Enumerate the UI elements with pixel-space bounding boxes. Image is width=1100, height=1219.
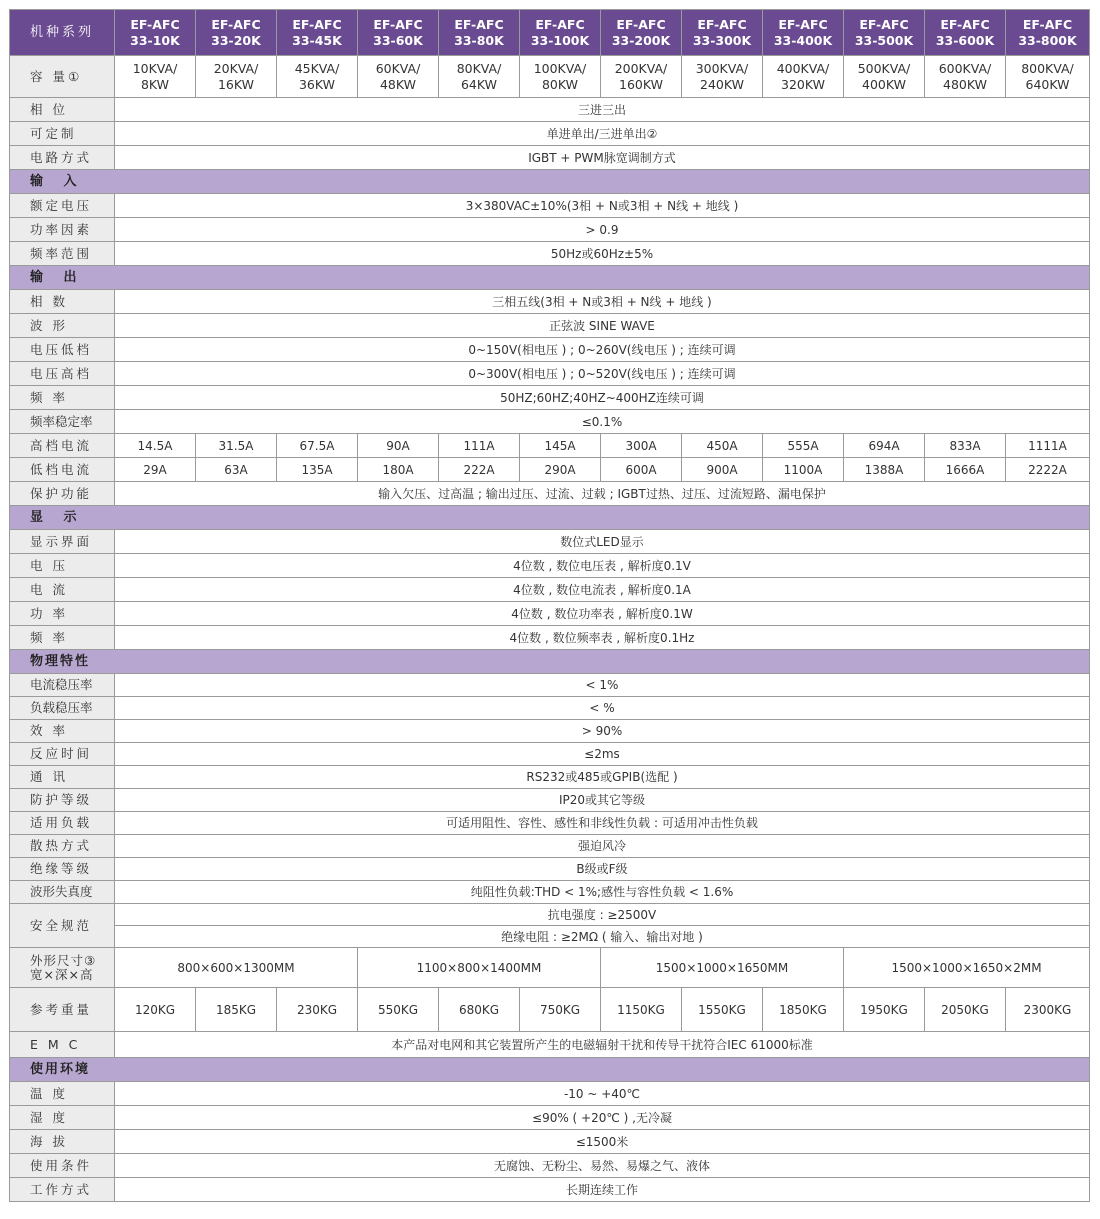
row-value: 抗电强度 : ≥2500V [115,904,1090,926]
table-row [10,530,1090,554]
row-label: 高档电流 [10,434,115,458]
row-label: 电流稳压率 [10,674,115,697]
weight-value: 2050KG [925,988,1006,1032]
row-label: 电压高档 [10,362,115,386]
row-label: 防护等级 [10,789,115,812]
table-row [10,766,1090,789]
weight-value: 185KG [196,988,277,1032]
high-current-row [10,434,1090,458]
row-value: 4位数 , 数位功率表 , 解析度0.1W [115,602,1090,626]
model-name: EF-AFC 33-800K [1006,10,1090,56]
row-label: 额定电压 [10,194,115,218]
table-row [10,122,1090,146]
low-current-row [10,458,1090,482]
model-name: EF-AFC 33-80K [439,10,520,56]
row-value: -10 ~ +40℃ [115,1082,1090,1106]
table-row [10,789,1090,812]
row-label: 显示界面 [10,530,115,554]
table-row [10,1106,1090,1130]
row-label: 电路方式 [10,146,115,170]
model-name: EF-AFC 33-300K [682,10,763,56]
row-value: 绝缘电阻 : ≥2MΩ ( 输入、输出对地 ) [115,926,1090,948]
section-title: 使用环境 [10,1058,1090,1082]
row-label: 频率稳定率 [10,410,115,434]
capacity-value: 100KVA/ 80KW [520,56,601,98]
row-label: 湿 度 [10,1106,115,1130]
current-value: 900A [682,458,763,482]
current-value: 90A [358,434,439,458]
capacity-value: 500KVA/ 400KW [844,56,925,98]
weight-value: 1850KG [763,988,844,1032]
row-value: 单进单出/三进单出② [115,122,1090,146]
weight-value: 120KG [115,988,196,1032]
row-label: 波 形 [10,314,115,338]
section-header [10,266,1090,290]
model-name: EF-AFC 33-100K [520,10,601,56]
table-row [10,410,1090,434]
current-value: 694A [844,434,925,458]
row-label: 波形失真度 [10,881,115,904]
current-value: 450A [682,434,763,458]
table-row [10,812,1090,835]
row-label: 绝缘等级 [10,858,115,881]
dimension-value: 1500×1000×1650MM [601,948,844,988]
row-label: 外形尺寸③ 宽×深×高 [10,948,115,988]
table-row [10,146,1090,170]
current-value: 31.5A [196,434,277,458]
row-label: 电压低档 [10,338,115,362]
model-name: EF-AFC 33-10K [115,10,196,56]
table-row [10,290,1090,314]
row-label: 反应时间 [10,743,115,766]
row-label: 机种系列 [10,10,115,56]
model-name: EF-AFC 33-45K [277,10,358,56]
capacity-value: 10KVA/ 8KW [115,56,196,98]
row-value: 纯阻性负载:THD < 1%;感性与容性负载 < 1.6% [115,881,1090,904]
dimension-value: 1500×1000×1650×2MM [844,948,1090,988]
row-value: 三相五线(3相 + N或3相 + N线 + 地线 ) [115,290,1090,314]
section-title: 输 出 [10,266,1090,290]
weight-value: 230KG [277,988,358,1032]
row-label: 容 量① [10,56,115,98]
current-value: 1666A [925,458,1006,482]
table-row [10,242,1090,266]
spec-table [9,9,1090,1202]
current-value: 180A [358,458,439,482]
row-value: ≤1500米 [115,1130,1090,1154]
table-row [10,1082,1090,1106]
weight-value: 750KG [520,988,601,1032]
table-row [10,554,1090,578]
table-row [10,881,1090,904]
row-value: < 1% [115,674,1090,697]
current-value: 145A [520,434,601,458]
table-row [10,314,1090,338]
current-value: 300A [601,434,682,458]
row-value: 0~150V(相电压 ) ; 0~260V(线电压 ) ; 连续可调 [115,338,1090,362]
row-label: E M C [10,1032,115,1058]
row-label: 通 讯 [10,766,115,789]
row-value: ≤0.1% [115,410,1090,434]
row-label: 频率范围 [10,242,115,266]
section-header [10,1058,1090,1082]
current-value: 2222A [1006,458,1090,482]
row-value: 50HZ;60HZ;40HZ~400HZ连续可调 [115,386,1090,410]
current-value: 222A [439,458,520,482]
weight-value: 1550KG [682,988,763,1032]
weight-value: 550KG [358,988,439,1032]
table-row [10,362,1090,386]
row-label: 适用负载 [10,812,115,835]
capacity-value: 80KVA/ 64KW [439,56,520,98]
table-row [10,218,1090,242]
row-label: 电 流 [10,578,115,602]
model-name: EF-AFC 33-60K [358,10,439,56]
table-row [10,386,1090,410]
row-label: 频 率 [10,386,115,410]
table-row [10,835,1090,858]
table-row [10,482,1090,506]
table-row [10,194,1090,218]
current-value: 290A [520,458,601,482]
table-row [10,743,1090,766]
table-row [10,1130,1090,1154]
row-label: 散热方式 [10,835,115,858]
row-value: 长期连续工作 [115,1178,1090,1202]
header-row [10,10,1090,56]
capacity-value: 300KVA/ 240KW [682,56,763,98]
table-row [10,1178,1090,1202]
table-row [10,98,1090,122]
capacity-value: 600KVA/ 480KW [925,56,1006,98]
row-value: 输入欠压、过高温 ; 输出过压、过流、过载 ; IGBT过热、过压、过流短路、漏电保护 [115,482,1090,506]
row-value: 数位式LED显示 [115,530,1090,554]
current-value: 600A [601,458,682,482]
section-title: 显 示 [10,506,1090,530]
row-value: 正弦波 SINE WAVE [115,314,1090,338]
dimension-value: 800×600×1300MM [115,948,358,988]
table-row [10,720,1090,743]
current-value: 1388A [844,458,925,482]
emc-row [10,1032,1090,1058]
current-value: 67.5A [277,434,358,458]
row-label: 参考重量 [10,988,115,1032]
safety-row-1 [10,904,1090,926]
current-value: 555A [763,434,844,458]
row-label: 相 数 [10,290,115,314]
row-label: 工作方式 [10,1178,115,1202]
section-header [10,170,1090,194]
weight-value: 1950KG [844,988,925,1032]
row-value: 无腐蚀、无粉尘、易然、易爆之气、液体 [115,1154,1090,1178]
row-value: 可适用阻性、容性、感性和非线性负载 : 可适用冲击性负载 [115,812,1090,835]
section-header [10,506,1090,530]
section-header [10,650,1090,674]
row-label: 保护功能 [10,482,115,506]
row-label: 使用条件 [10,1154,115,1178]
current-value: 63A [196,458,277,482]
row-value: 0~300V(相电压 ) ; 0~520V(线电压 ) ; 连续可调 [115,362,1090,386]
row-value: 4位数 , 数位频率表 , 解析度0.1Hz [115,626,1090,650]
row-label: 可定制 [10,122,115,146]
row-label: 相 位 [10,98,115,122]
current-value: 135A [277,458,358,482]
table-row [10,578,1090,602]
row-value: 50Hz或60Hz±5% [115,242,1090,266]
row-value: 3×380VAC±10%(3相 + N或3相 + N线 + 地线 ) [115,194,1090,218]
row-label: 效 率 [10,720,115,743]
current-value: 1111A [1006,434,1090,458]
model-name: EF-AFC 33-600K [925,10,1006,56]
capacity-value: 60KVA/ 48KW [358,56,439,98]
table-row [10,674,1090,697]
row-label: 低档电流 [10,458,115,482]
table-row [10,602,1090,626]
weight-value: 680KG [439,988,520,1032]
current-value: 1100A [763,458,844,482]
row-label: 温 度 [10,1082,115,1106]
row-value: 4位数 , 数位电流表 , 解析度0.1A [115,578,1090,602]
model-name: EF-AFC 33-400K [763,10,844,56]
row-label: 安全规范 [10,904,115,948]
weight-value: 1150KG [601,988,682,1032]
current-value: 833A [925,434,1006,458]
weight-row [10,988,1090,1032]
row-label: 电 压 [10,554,115,578]
row-value: < % [115,697,1090,720]
row-value: IP20或其它等级 [115,789,1090,812]
capacity-row [10,56,1090,98]
row-label: 功 率 [10,602,115,626]
dimension-value: 1100×800×1400MM [358,948,601,988]
capacity-value: 400KVA/ 320KW [763,56,844,98]
table-row [10,338,1090,362]
row-value: > 0.9 [115,218,1090,242]
table-row [10,858,1090,881]
capacity-value: 200KVA/ 160KW [601,56,682,98]
row-label: 海 拔 [10,1130,115,1154]
row-value: 4位数 , 数位电压表 , 解析度0.1V [115,554,1090,578]
row-value: 强迫风冷 [115,835,1090,858]
safety-row-2 [10,926,1090,948]
row-value: RS232或485或GPIB(选配 ) [115,766,1090,789]
weight-value: 2300KG [1006,988,1090,1032]
row-value: IGBT + PWM脉宽调制方式 [115,146,1090,170]
row-label: 功率因素 [10,218,115,242]
table-row [10,697,1090,720]
current-value: 111A [439,434,520,458]
capacity-value: 20KVA/ 16KW [196,56,277,98]
row-value: ≤2ms [115,743,1090,766]
current-value: 14.5A [115,434,196,458]
row-label: 频 率 [10,626,115,650]
section-title: 物理特性 [10,650,1090,674]
capacity-value: 800KVA/ 640KW [1006,56,1090,98]
model-name: EF-AFC 33-500K [844,10,925,56]
row-label: 负载稳压率 [10,697,115,720]
model-name: EF-AFC 33-20K [196,10,277,56]
capacity-value: 45KVA/ 36KW [277,56,358,98]
section-title: 输 入 [10,170,1090,194]
row-value: ≤90% ( +20℃ ) ,无冷凝 [115,1106,1090,1130]
model-name: EF-AFC 33-200K [601,10,682,56]
table-row [10,626,1090,650]
dimensions-row [10,948,1090,988]
row-value: B级或F级 [115,858,1090,881]
row-value: 三进三出 [115,98,1090,122]
table-row [10,1154,1090,1178]
row-value: 本产品对电网和其它装置所产生的电磁辐射干扰和传导干扰符合IEC 61000标准 [115,1032,1090,1058]
row-value: > 90% [115,720,1090,743]
current-value: 29A [115,458,196,482]
